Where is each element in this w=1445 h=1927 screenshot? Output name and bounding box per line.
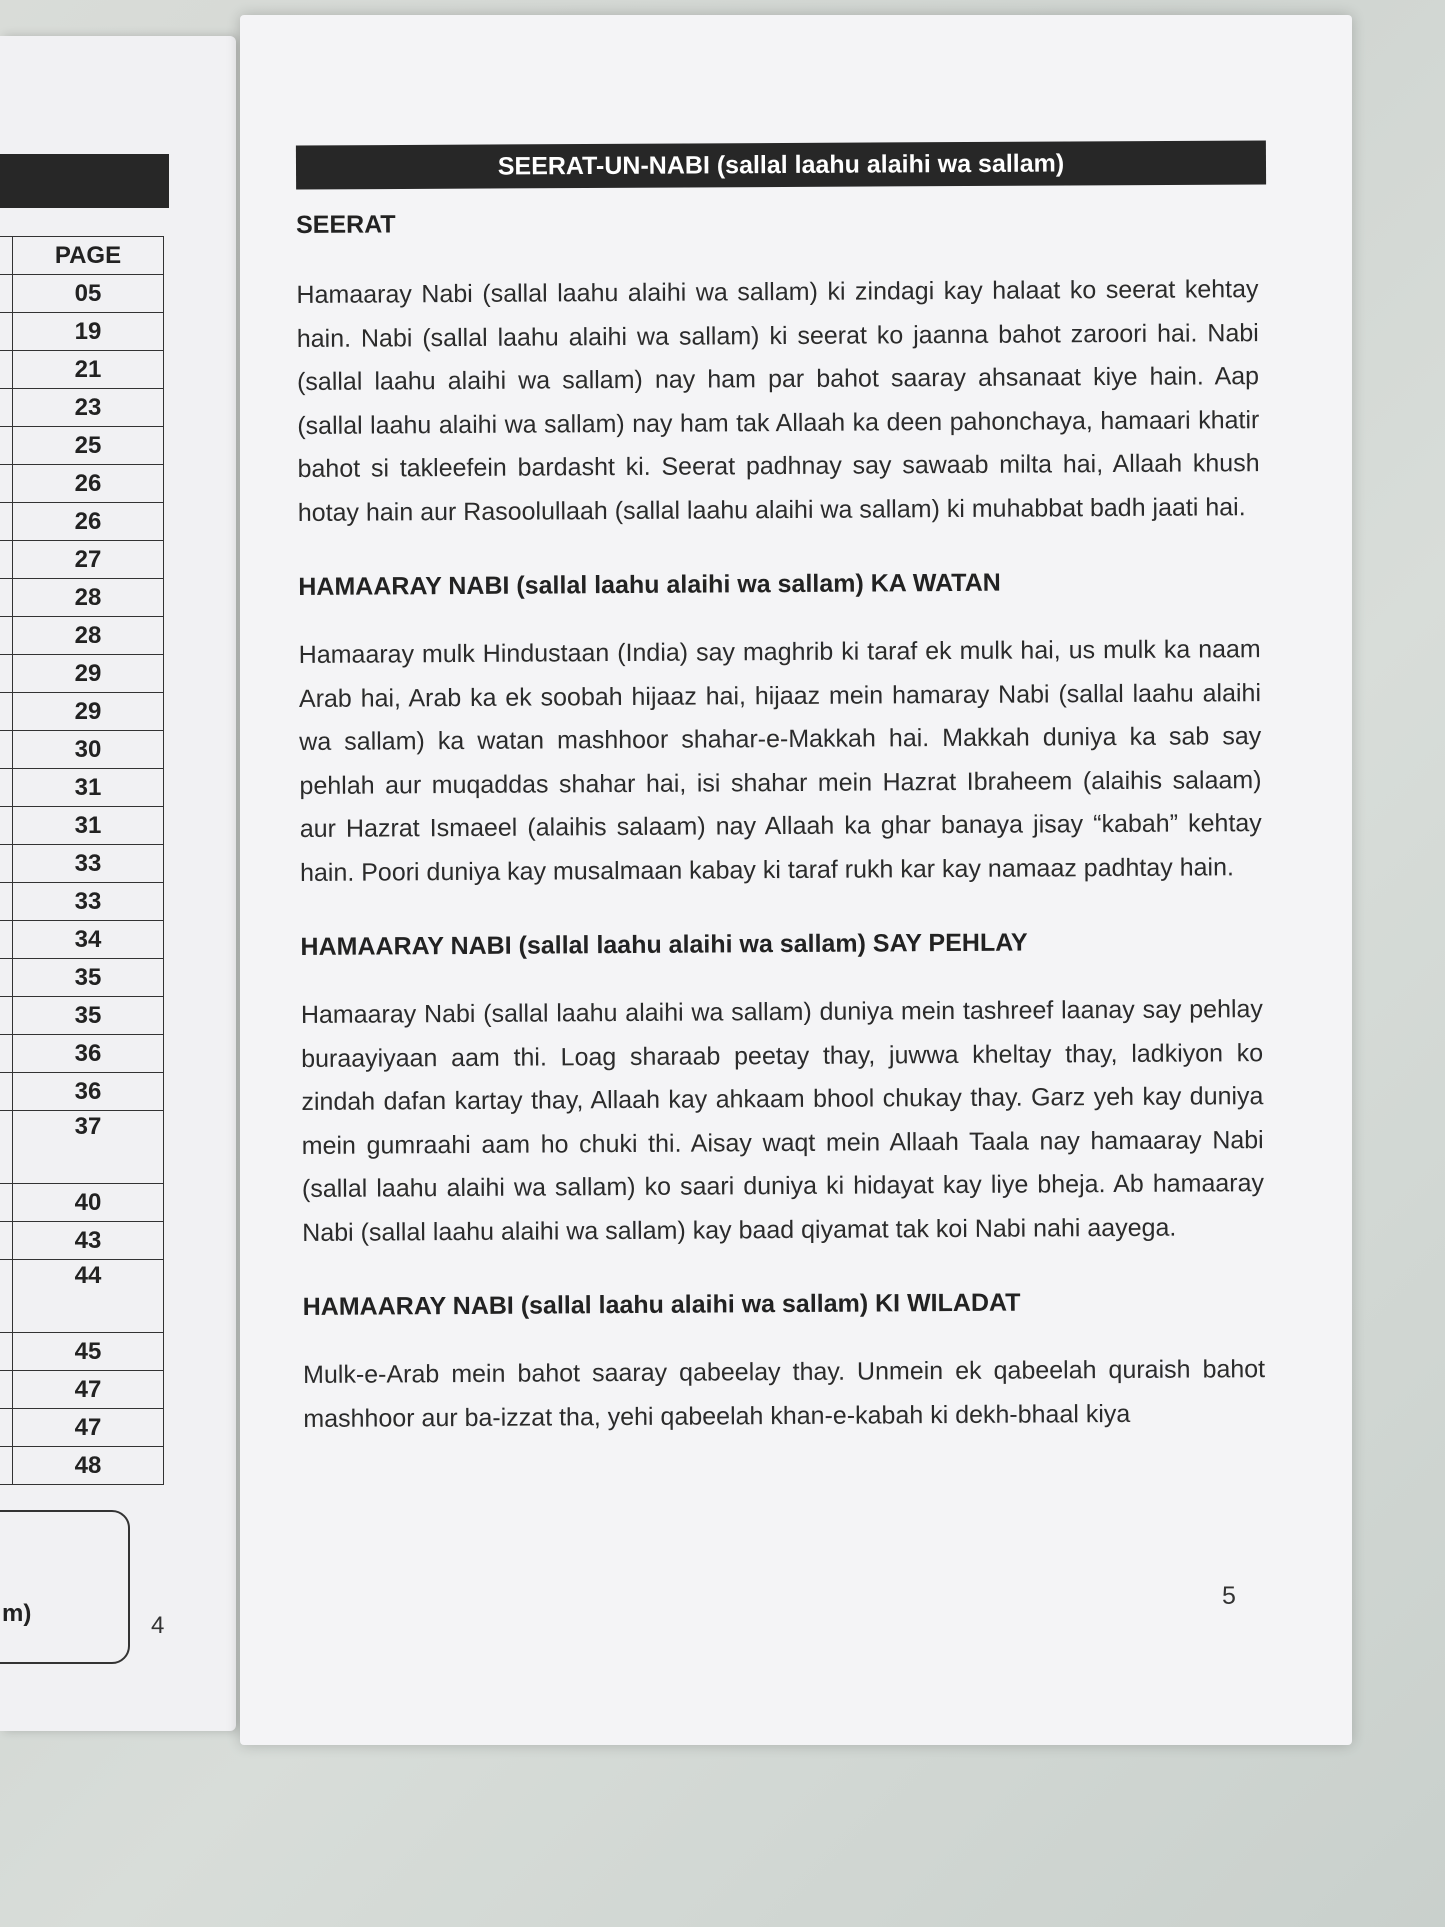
toc-title-cell [0,1184,13,1222]
toc-title-cell [0,997,13,1035]
toc-row [0,1409,164,1447]
toc-page-number: 36 [13,1035,164,1073]
toc-page-number: 19 [13,313,164,351]
toc-page-number: 33 [13,883,164,921]
toc-row [0,883,164,921]
toc-row [0,1184,164,1222]
toc-title-cell [0,1333,13,1371]
toc-page-number: 48 [13,1447,164,1485]
toc-row [0,693,164,731]
page-content [296,205,1265,1441]
toc-title-cell [0,1409,13,1447]
toc-page-number: 44 [13,1260,164,1333]
left-page-number: 4 [151,1612,165,1639]
toc-row [0,731,164,769]
toc-page-number: 47 [13,1371,164,1409]
toc-bottom-box [0,1510,130,1664]
toc-title-cell [0,731,13,769]
toc-title-cell [0,655,13,693]
toc-title-cell [0,1447,13,1485]
toc-row [0,807,164,845]
toc-header-row [0,237,164,275]
toc-row [0,579,164,617]
toc-title-cell [0,693,13,731]
right-page-number: 5 [1222,1582,1236,1610]
toc-row [0,1111,164,1184]
toc-row [0,541,164,579]
toc-row [0,959,164,997]
toc-title-cell [0,921,13,959]
toc-page-number: 26 [13,503,164,541]
toc-title-cell [0,541,13,579]
toc-page-number: 35 [13,959,164,997]
section-heading-say-pehlay: HAMAARAY NABI (sallal laahu alaihi wa sallam) SAY PEHLAY [300,928,1028,961]
toc-row [0,655,164,693]
toc-row [0,1073,164,1111]
toc-page-number: 36 [13,1073,164,1111]
toc-page-number: 25 [13,427,164,465]
toc-title-cell [0,769,13,807]
toc-page-number: 21 [13,351,164,389]
toc-page-number: 28 [13,617,164,655]
toc-page-number: 31 [13,769,164,807]
toc-page-number: 05 [13,275,164,313]
toc-title-cell [0,503,13,541]
toc-title-cell [0,1260,13,1333]
toc-title-cell [0,389,13,427]
toc-page-number: 31 [13,807,164,845]
toc-page-header: PAGE [13,237,164,275]
toc-row [0,313,164,351]
toc-page-number: 34 [13,921,164,959]
toc-row [0,845,164,883]
section-body-wiladat: Mulk-e-Arab mein bahot saaray qabeelay thay. Unmein ek qabeelah quraish bahot mashhoor aur ba-izzat tha, yehi qabeelah khan-e-kabah ki dekh-bhaal kiya [303,1355,1266,1433]
toc-title-cell [0,275,13,313]
toc-row [0,1035,164,1073]
toc-page-number: 37 [13,1111,164,1184]
toc-title-cell [0,845,13,883]
toc-page-number: 27 [13,541,164,579]
toc-page-number: 35 [13,997,164,1035]
toc-title-cell [0,807,13,845]
toc-box-text: m) [2,1600,32,1627]
toc-row [0,921,164,959]
toc-row [0,275,164,313]
toc-row [0,769,164,807]
toc-row [0,1222,164,1260]
toc-row [0,617,164,655]
toc-row [0,503,164,541]
toc-title-cell [0,313,13,351]
toc-row [0,1333,164,1371]
toc-row [0,1371,164,1409]
toc-page-number: 45 [13,1333,164,1371]
toc-row [0,465,164,503]
toc-title-cell [0,465,13,503]
section-heading-wiladat: HAMAARAY NABI (sallal laahu alaihi wa sallam) KI WILADAT [302,1288,1021,1321]
section-body-seerat: Hamaaray Nabi (sallal laahu alaihi wa sallam) ki zindagi kay halaat ko seerat kehtay hain. Nabi (sallal laahu alaihi wa sallam) ki seerat ko jaanna bahot zaroori hai. Nabi (sallal laahu alaihi wa sallam) nay ham par bahot saaray ahsanaat kiye hain. Aap (sallal laahu alaihi wa sallam) nay ham tak Allaah ka deen pahonchaya, hamaari khatir bahot si takleefein bardasht ki. Seerat padhnay say sawaab milta hai, Allaah khush hotay hain aur Rasoolullaah (sallal laahu alaihi wa sallam) ki muhabbat badh jaati hai. [296,275,1260,527]
toc-title-cell [0,1222,13,1260]
toc-title-cell [0,617,13,655]
toc-page-number: 29 [13,655,164,693]
toc-title-cell [0,1111,13,1184]
toc-row [0,427,164,465]
right-page [240,15,1352,1745]
toc-row [0,1447,164,1485]
toc-page-number: 29 [13,693,164,731]
toc-title-cell [0,427,13,465]
left-page [0,36,236,1731]
toc-page-number: 43 [13,1222,164,1260]
toc-title-cell [0,1371,13,1409]
left-header-bar [0,154,169,208]
section-body-say-pehlay: Hamaaray Nabi (sallal laahu alaihi wa sallam) duniya mein tashreef laanay say pehlay buraayiyaan aam thi. Loag sharaab peetay thay, juwwa kheltay thay, ladkiyon ko zindah dafan kartay thay, Allaah kay ahkaam bhool chukay thay. Garz yeh kay duniya mein gumraahi aam ho chuki thi. Aisay waqt mein Allaah Taala nay hamaaray Nabi (sallal laahu alaihi wa sallam) ko saari duniya ki hidayat kay liye bheja. Ab hamaaray Nabi (sallal laahu alaihi wa sallam) kay baad qiyamat tak koi Nabi nahi aayega. [300,995,1265,1247]
toc-title-cell [0,1035,13,1073]
toc-title-cell [0,1073,13,1111]
toc-title-cell [0,237,13,275]
toc-page-number: 30 [13,731,164,769]
toc-page-number: 33 [13,845,164,883]
toc-page-number: 47 [13,1409,164,1447]
toc-row [0,351,164,389]
section-heading-seerat: SEERAT [296,210,396,239]
toc-page-number: 23 [13,389,164,427]
toc-table [0,236,164,1485]
toc-page-number: 40 [13,1184,164,1222]
section-body-watan: Hamaaray mulk Hindustaan (India) say maghrib ki taraf ek mulk hai, us mulk ka naam Arab hai, Arab ka ek soobah hijaaz hai, hijaaz mein hamaray Nabi (sallal laahu alaihi wa sallam) ka watan mashhoor shahar-e-Makkah hai. Makkah duniya ka sab say pehlah aur muqaddas shahar hai, isi shahar mein Hazrat Ibraheem (alaihis salaam) aur Hazrat Ismaeel (alaihis salaam) nay Allaah ka ghar banaya jisay “kabah” kehtay hain. Poori duniya kay musalmaan kabay ki taraf rukh kar kay namaaz padhtay hain. [298,635,1262,887]
toc-page-number: 26 [13,465,164,503]
toc-title-cell [0,883,13,921]
toc-row [0,389,164,427]
toc-title-cell [0,351,13,389]
section-heading-watan: HAMAARAY NABI (sallal laahu alaihi wa sallam) KA WATAN [298,568,1001,601]
toc-row [0,1260,164,1333]
toc-title-cell [0,579,13,617]
toc-title-cell [0,959,13,997]
toc-row [0,997,164,1035]
toc-page-number: 28 [13,579,164,617]
page-header-banner: SEERAT-UN-NABI (sallal laahu alaihi wa sallam) [296,140,1266,189]
